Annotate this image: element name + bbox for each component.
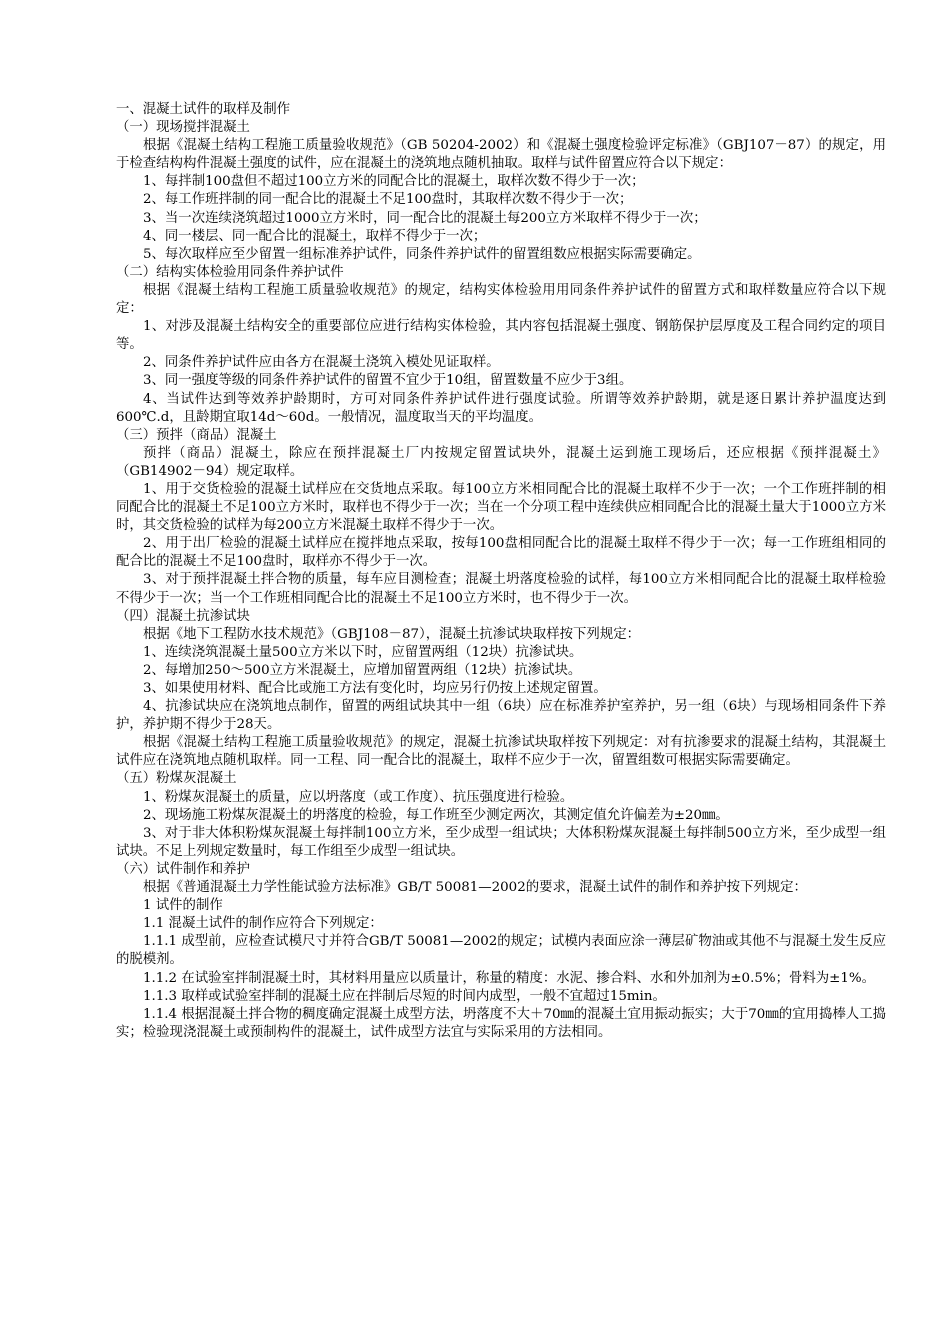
list-item: 1、用于交货检验的混凝土试样应在交货地点采取。每100立方米相同配合比的混凝土取样不少于一次；一个工作班拌制的相同配合比的混凝土不足100立方米时，取样也不得少于一次；当在一个分项工程中连续供应相同配合比的混凝土量大于1000立方米时，其交货检验的试样为每200立方米混凝土取样不得少于一次。 [116, 481, 886, 534]
subsection-heading-2: （二）结构实体检验用同条件养护试件 [116, 264, 344, 280]
document-page [116, 101, 886, 1042]
list-item: 3、同一强度等级的同条件养护试件的留置不宜少于10组，留置数量不应少于3组。 [143, 373, 633, 389]
paragraph: 根据《地下工程防水技术规范》（GBJ108－87），混凝土抗渗试块取样按下列规定： [143, 626, 640, 642]
list-item: 4、同一楼层、同一配合比的混凝土，取样不得少于一次； [143, 228, 487, 244]
subsection-heading-6: （六）试件制作和养护 [116, 861, 250, 877]
subsection-heading-3: （三）预拌（商品）混凝土 [116, 427, 277, 443]
list-item: 3、如果使用材料、配合比或施工方法有变化时，均应另行仍按上述规定留置。 [143, 681, 607, 696]
list-item: 3、对于预拌混凝土拌合物的质量，每车应目测检查；混凝土坍落度检验的试样，每100立方米相同配合比的混凝土取样检验不得少于一次；当一个工作班相同配合比的混凝土不足100立方米时，也不得少于一次。 [116, 572, 886, 606]
list-item: 2、同条件养护试件应由各方在混凝土浇筑入模处见证取样。 [143, 355, 500, 371]
list-item: 5、每次取样应至少留置一组标准养护试件，同条件养护试件的留置组数应根据实际需要确定。 [143, 246, 701, 262]
paragraph: 根据《混凝土结构工程施工质量验收规范》（GB 50204-2002）和《混凝土强度检验评定标准》（GBJ107－87）的规定，用于检查结构构件混凝土强度的试件，应在混凝土的浇筑地点随机抽取。取样与试件留置应符合以下规定： [116, 138, 886, 172]
clause: 1.1.3 取样或试验室拌制的混凝土应在拌制后尽短的时间内成型，一般不宜超过15min。 [143, 988, 666, 1004]
section-title: 一、混凝土试件的取样及制作 [116, 102, 291, 117]
subsection-heading-5: （五）粉煤灰混凝土 [116, 771, 237, 787]
list-item: 3、对于非大体积粉煤灰混凝土每拌制100立方米，至少成型一组试块；大体积粉煤灰混凝土每拌制500立方米，至少成型一组试块。不足上列规定数量时，每工作组至少成型一组试块。 [116, 825, 886, 859]
subsection-heading-1: （一）现场搅拌混凝土 [116, 120, 250, 136]
paragraph: 根据《混凝土结构工程施工质量验收规范》的规定，混凝土抗渗试块取样按下列规定：对有抗渗要求的混凝土结构，其混凝土试件应在浇筑地点随机取样。同一工程、同一配合比的混凝土，取样不应少于一次，留置组数可根据实际需要确定。 [116, 735, 886, 769]
list-item: 2、每工作班拌制的同一配合比的混凝土不足100盘时，其取样次数不得少于一次； [143, 192, 633, 208]
subsection-heading-4: （四）混凝土抗渗试块 [116, 608, 250, 624]
clause: 1.1 混凝土试件的制作应符合下列规定： [143, 916, 383, 932]
list-item: 2、用于出厂检验的混凝土试样应在搅拌地点采取，按每100盘相同配合比的混凝土取样不得少于一次；每一工作班组相同的配合比的混凝土不足100盘时，取样亦不得少于一次。 [116, 536, 886, 570]
clause: 1.1.1 成型前，应检查试模尺寸并符合GB/T 50081—2002的规定；试模内表面应涂一薄层矿物油或其他不与混凝土发生反应的脱模剂。 [116, 934, 886, 968]
list-item: 1、每拌制100盘但不超过100立方米的同配合比的混凝土，取样次数不得少于一次； [143, 174, 645, 190]
list-item: 2、每增加250～500立方米混凝土，应增加留置两组（12块）抗渗试块。 [143, 662, 582, 678]
list-item: 4、当试件达到等效养护龄期时，方可对同条件养护试件进行强度试验。所谓等效养护龄期，就是逐日累计养护温度达到600℃.d，且龄期宜取14d～60d。一般情况，温度取当天的平均温度。 [116, 391, 886, 425]
list-item: 1、连续浇筑混凝土量500立方米以下时，应留置两组（12块）抗渗试块。 [143, 644, 583, 660]
list-item: 1、粉煤灰混凝土的质量，应以坍落度（或工作度）、抗压强度进行检验。 [143, 789, 574, 805]
list-item: 2、现场施工粉煤灰混凝土的坍落度的检验，每工作班至少测定两次，其测定值允许偏差为±20㎜。 [143, 807, 729, 823]
list-item: 3、当一次连续浇筑超过1000立方米时，同一配合比的混凝土每200立方米取样不得少于一次； [143, 210, 707, 226]
list-item: 1、对涉及混凝土结构安全的重要部位应进行结构实体检验，其内容包括混凝土强度、钢筋保护层厚度及工程合同约定的项目等。 [116, 319, 886, 353]
clause: 1.1.4 根据混凝土拌合物的稠度确定混凝土成型方法，坍落度不大＋70㎜的混凝土宜用振动振实；大于70㎜的宜用捣棒人工捣实；检验现浇混凝土或预制构件的混凝土，试件成型方法宜与实际采用的方法相同。 [116, 1006, 886, 1040]
clause-heading: 1 试件的制作 [143, 898, 223, 914]
paragraph: 根据《混凝土结构工程施工质量验收规范》的规定，结构实体检验用用同条件养护试件的留置方式和取样数量应符合以下规定： [116, 282, 886, 317]
paragraph: 预拌（商品）混凝土，除应在预拌混凝土厂内按规定留置试块外，混凝土运到施工现场后，还应根据《预拌混凝土》（GB14902－94）规定取样。 [116, 445, 886, 479]
paragraph: 根据《普通混凝土力学性能试验方法标准》GB/T 50081—2002的要求，混凝土试件的制作和养护按下列规定： [143, 880, 807, 896]
list-item: 4、抗渗试块应在浇筑地点制作，留置的两组试块其中一组（6块）应在标准养护室养护，另一组（6块）与现场相同条件下养护，养护期不得少于28天。 [116, 699, 886, 733]
clause: 1.1.2 在试验室拌制混凝土时，其材料用量应以质量计，称量的精度：水泥、掺合料、水和外加剂为±0.5%；骨料为±1%。 [143, 970, 875, 986]
